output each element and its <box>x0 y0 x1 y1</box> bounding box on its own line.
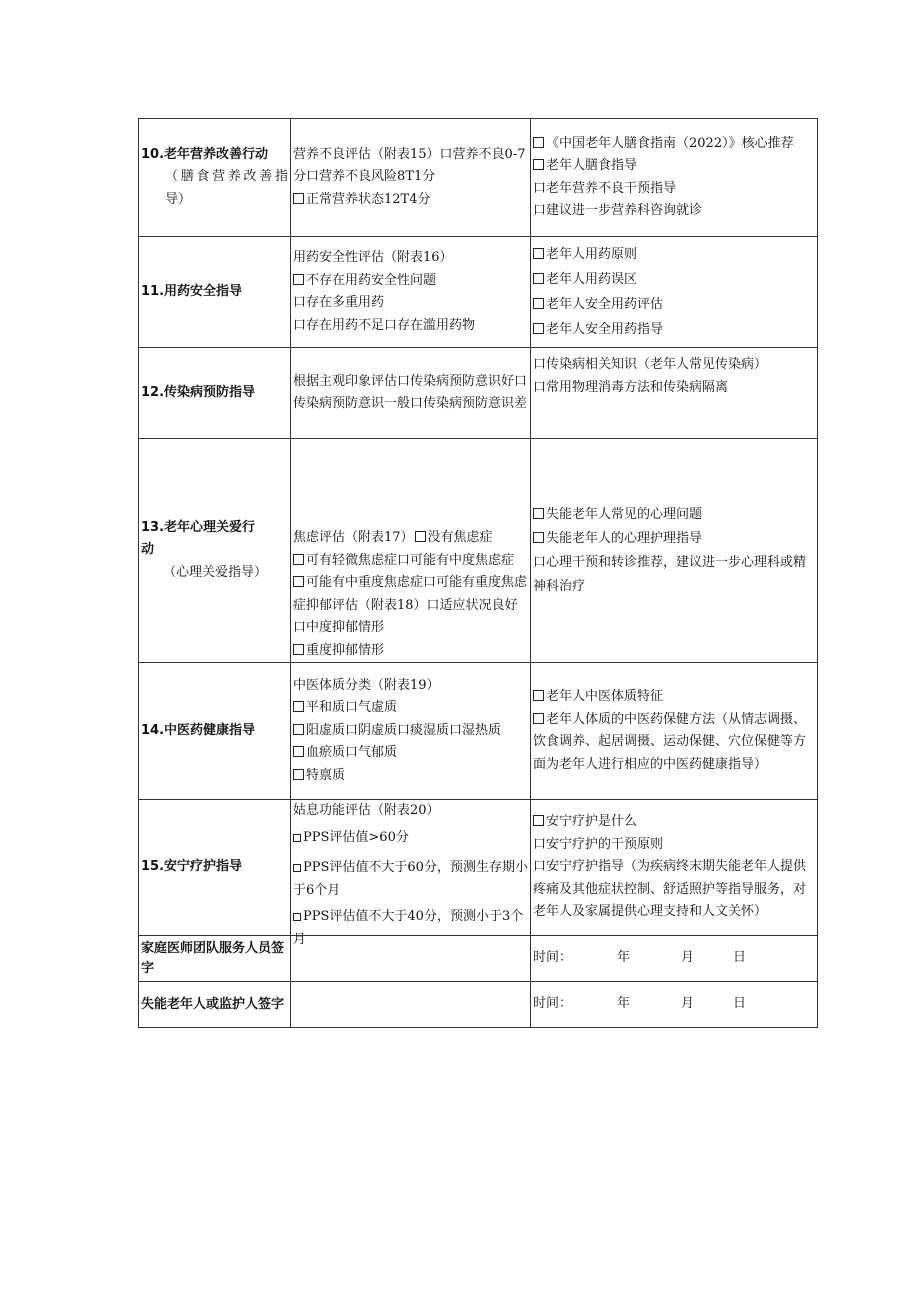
signature-time-cell[interactable] <box>531 936 818 982</box>
checkbox-icon[interactable] <box>293 554 304 565</box>
checkbox-icon[interactable] <box>293 913 301 921</box>
assessment-text: 口存在用药不足口存在滥用药物 <box>293 317 476 333</box>
guidance-text: 口传染病相关知识（老年人常见传染病） <box>533 357 768 372</box>
assessment-text: 根据主观印象评估口传染病预防意识好口传染病预防意识一般口传染病预防意识差 <box>293 373 528 411</box>
month-label: 月 <box>681 950 695 966</box>
checkbox-option[interactable]: 焦虑评估（附表17） 没有焦虑症 <box>293 530 493 545</box>
checkbox-icon[interactable] <box>293 864 301 872</box>
checkbox-option[interactable]: 平和质口气虚质 <box>293 697 528 720</box>
checkbox-icon[interactable] <box>293 576 304 587</box>
checkbox-option[interactable]: 失能老年人的心理护理指导 <box>533 527 815 551</box>
checkbox-icon[interactable] <box>415 531 426 542</box>
item-title: 15.安宁疗护指导 <box>141 859 243 875</box>
item-title-cell <box>139 800 291 936</box>
checkbox-option[interactable]: 重度抑郁情形 <box>293 640 528 663</box>
guidance-text: 口安宁疗护指导（为疾病终末期失能老年人提供疼痛及其他症状控制、舒适照护等指导服务，对老年人及家属提供心理支持和人文关怀） <box>533 859 807 920</box>
item-title-cell <box>139 439 291 663</box>
checkbox-option[interactable]: 《中国老年人膳食指南（2022）》核心推荐 <box>533 133 815 156</box>
checkbox-icon[interactable] <box>533 508 544 519</box>
guidance-text: 口常用物理消毒方法和传染病隔离 <box>533 379 729 395</box>
checkbox-option[interactable]: 可有轻微焦虑症口可能有中度焦虑症 <box>293 550 528 573</box>
signature-field[interactable] <box>291 982 531 1028</box>
checkbox-icon[interactable] <box>293 834 301 842</box>
checkbox-icon[interactable] <box>533 298 544 309</box>
checkbox-option[interactable]: PPS评估值不大于60分，预测生存期小于6个月 <box>293 860 528 898</box>
checkbox-option[interactable]: 老年人体质的中医药保健方法（从情志调摄、饮食调养、起居调摄、运动保健、穴位保健等方面为老年人进行相应的中医药健康指导） <box>533 711 807 772</box>
item-title: 11.用药安全指导 <box>141 283 243 299</box>
item-title-cell <box>139 119 291 237</box>
guidance-text: 口心理干预和转诊推荐，建议进一步心理科或精神科治疗 <box>533 554 807 594</box>
checkbox-option[interactable]: 正常营养状态12T4分 <box>293 189 528 212</box>
checkbox-icon[interactable] <box>533 532 544 543</box>
guidance-text: 口安宁疗护的干预原则 <box>533 836 664 852</box>
assessment-cell <box>291 800 531 947</box>
checkbox-option[interactable]: 老年人中医体质特征 <box>533 686 815 709</box>
assessment-text: 口存在多重用药 <box>293 295 385 310</box>
item-subtitle: （心理关爱指导） <box>163 564 268 580</box>
time-label: 时间： <box>533 950 573 966</box>
signature-row <box>139 936 818 982</box>
guidance-cell <box>531 348 818 439</box>
item-title: 14.中医药健康指导 <box>141 722 256 738</box>
checkbox-icon[interactable] <box>533 137 544 148</box>
checkbox-icon[interactable] <box>533 248 544 259</box>
checkbox-icon[interactable] <box>293 746 304 757</box>
checkbox-icon[interactable] <box>533 690 544 701</box>
month-label: 月 <box>681 996 695 1012</box>
item-title-cell <box>139 237 291 348</box>
checkbox-option[interactable]: 老年人用药原则 <box>533 242 815 267</box>
assessment-text: 姑息功能评估（附表20） <box>293 803 440 818</box>
signature-label: 失能老年人或监护人签字 <box>141 996 285 1012</box>
checkbox-icon[interactable] <box>533 815 544 826</box>
assessment-cell <box>291 663 531 800</box>
item-subtitle: （膳食营养改善指导） <box>165 169 288 207</box>
checkbox-icon[interactable] <box>293 644 304 655</box>
guidance-cell <box>531 119 818 237</box>
checkbox-option[interactable]: 失能老年人常见的心理问题 <box>533 503 815 527</box>
signature-row <box>139 982 818 1028</box>
guidance-text: 口建议进一步营养科咨询就诊 <box>533 203 703 218</box>
item-title: 13.老年心理关爱行动 <box>141 519 256 558</box>
table-row <box>139 237 818 348</box>
checkbox-icon[interactable] <box>533 159 544 170</box>
checkbox-option[interactable]: 老年人安全用药评估 <box>533 292 815 317</box>
signature-time-cell[interactable] <box>531 982 818 1028</box>
day-label: 日 <box>733 950 747 966</box>
table-row <box>139 119 818 237</box>
checkbox-icon[interactable] <box>293 724 304 735</box>
checkbox-option[interactable]: PPS评估值不大于40分，预测小于3个月 <box>293 909 524 947</box>
signature-label: 家庭医师团队服务人员签字 <box>141 940 285 976</box>
table-row <box>139 439 818 663</box>
checkbox-option[interactable]: 不存在用药安全性问题 <box>293 270 528 293</box>
guidance-cell <box>531 800 818 936</box>
checkbox-option[interactable]: 老年人膳食指导 <box>533 155 815 178</box>
signature-label-cell <box>139 982 291 1028</box>
assessment-text: 营养不良评估（附表15）口营养不良0-7分口营养不良风险8T1分 <box>293 146 526 185</box>
assessment-text: 用药安全性评估（附表16） <box>293 250 453 265</box>
guidance-cell <box>531 663 818 800</box>
checkbox-option[interactable]: 老年人用药误区 <box>533 267 815 292</box>
checkbox-icon[interactable] <box>293 274 304 285</box>
checkbox-icon[interactable] <box>533 273 544 284</box>
checkbox-icon[interactable] <box>293 701 304 712</box>
assessment-cell <box>291 348 531 439</box>
guidance-cell <box>531 439 818 663</box>
item-title: 10.老年营养改善行动 <box>141 146 269 162</box>
checkbox-icon[interactable] <box>293 769 304 780</box>
checkbox-option[interactable]: 血瘀质口气郁质 <box>293 742 528 765</box>
signature-label-cell <box>139 936 291 982</box>
year-label: 年 <box>617 950 631 966</box>
item-title-cell <box>139 663 291 800</box>
year-label: 年 <box>617 996 631 1012</box>
table-row <box>139 800 818 936</box>
assessment-cell <box>291 119 531 237</box>
service-record-table <box>138 118 818 1028</box>
table-row <box>139 663 818 800</box>
table-row <box>139 348 818 439</box>
item-title: 12.传染病预防指导 <box>141 384 256 400</box>
assessment-text: 中医体质分类（附表19） <box>293 677 440 693</box>
checkbox-icon[interactable] <box>533 713 544 724</box>
checkbox-option[interactable]: 特禀质 <box>293 765 528 788</box>
guidance-text: 口老年营养不良干预指导 <box>533 180 677 196</box>
guidance-cell <box>531 237 818 348</box>
checkbox-option[interactable]: 阳虚质口阴虚质口痰湿质口湿热质 <box>293 720 528 743</box>
day-label: 日 <box>733 996 747 1012</box>
signature-field[interactable] <box>291 936 531 982</box>
checkbox-option[interactable]: 可能有中重度焦虑症口可能有重度焦虑症抑郁评估（附表18）口适应状况良好口中度抑郁情形 <box>293 575 528 635</box>
checkbox-icon[interactable] <box>533 323 544 334</box>
checkbox-option[interactable]: PPS评估值>60分 <box>293 827 528 850</box>
assessment-cell <box>291 237 531 348</box>
assessment-cell <box>291 439 531 663</box>
checkbox-icon[interactable] <box>293 193 304 204</box>
time-label: 时间： <box>533 996 573 1012</box>
item-title-cell <box>139 348 291 439</box>
checkbox-option[interactable]: 安宁疗护是什么 <box>533 811 815 834</box>
checkbox-option[interactable]: 老年人安全用药指导 <box>533 317 815 342</box>
